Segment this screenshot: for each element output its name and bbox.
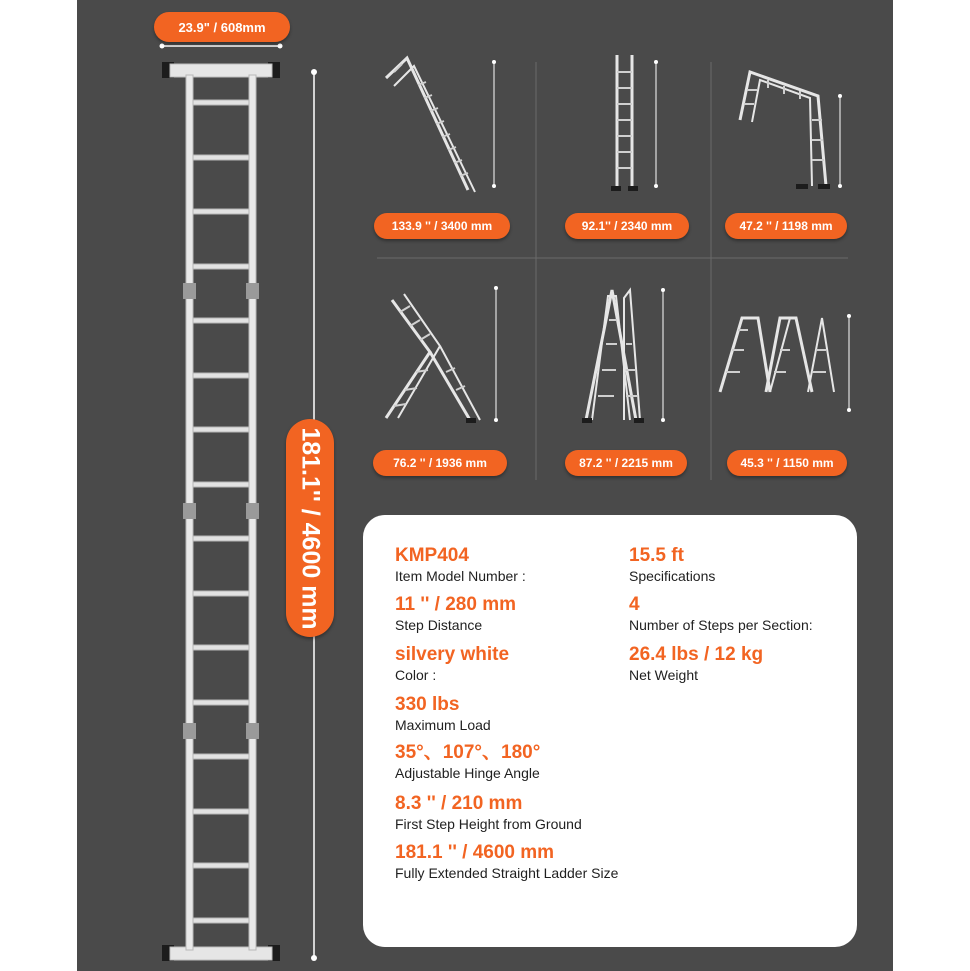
spec-model-number <box>395 545 526 585</box>
ladder-rung <box>193 482 249 487</box>
ladder-height-label <box>286 419 334 637</box>
spec-extended-size <box>395 842 618 882</box>
spec-value: 4 <box>629 594 640 615</box>
spec-value: 8.3 '' / 210 mm <box>395 793 523 814</box>
ladder-rung <box>193 700 249 705</box>
spec-maximum-load <box>395 694 491 734</box>
config-height-label-6: 45.3 '' / 1150 mm <box>727 450 847 476</box>
two-step-ladder-icon <box>720 314 851 412</box>
grid-dividers <box>377 62 848 480</box>
spec-value: 26.4 lbs / 12 kg <box>629 644 764 665</box>
spec-label: Number of Steps per Section: <box>629 617 813 633</box>
a-frame-ladder-icon <box>582 288 665 423</box>
specifications-card <box>363 515 857 947</box>
spec-value: 11 '' / 280 mm <box>395 594 517 615</box>
spec-label: Net Weight <box>629 667 698 683</box>
config-height-label-4: 76.2 '' / 1936 mm <box>373 450 507 476</box>
scaffold-ladder-icon <box>740 72 842 189</box>
spec-value: KMP404 <box>395 545 469 566</box>
ladder-rung <box>193 591 249 596</box>
config-height-label-1: 133.9 '' / 3400 mm <box>374 213 510 239</box>
spec-label: First Step Height from Ground <box>395 816 582 832</box>
leaning-ladder-icon <box>386 58 496 192</box>
spec-value: 35°、107°、180° <box>395 742 541 763</box>
spec-label: Fully Extended Straight Ladder Size <box>395 865 619 881</box>
spec-first-step-height <box>395 793 582 833</box>
spec-value: 15.5 ft <box>629 545 684 566</box>
ladder-rung <box>193 209 249 214</box>
config-height-label-2: 92.1'' / 2340 mm <box>565 213 689 239</box>
ladder-rung <box>193 264 249 269</box>
ladder-rung <box>193 536 249 541</box>
ladder-rung <box>193 918 249 923</box>
config-height-label-3: 47.2 '' / 1198 mm <box>725 213 847 239</box>
spec-value: 330 lbs <box>395 694 460 715</box>
spec-label: Item Model Number : <box>395 568 526 584</box>
spec-step-distance <box>395 594 516 634</box>
spec-value: silvery white <box>395 644 510 665</box>
ladder-rung <box>193 645 249 650</box>
ladder-rung <box>193 809 249 814</box>
spec-label: Adjustable Hinge Angle <box>395 765 540 781</box>
ladder-rung <box>193 373 249 378</box>
spec-label: Maximum Load <box>395 717 491 733</box>
ladder-rung <box>193 863 249 868</box>
spec-label: Color : <box>395 667 437 683</box>
config-height-label-5: 87.2 '' / 2215 mm <box>565 450 687 476</box>
ladder-height-text: 181.1'' / 4600 mm <box>296 426 325 630</box>
spec-hinge-angle <box>395 742 540 782</box>
staircase-ladder-icon <box>386 286 498 423</box>
ladder-rung <box>193 100 249 105</box>
ladder-rung <box>193 318 249 323</box>
spec-steps-per-section <box>629 594 813 634</box>
ladder-rung <box>193 427 249 432</box>
spec-length <box>629 545 715 585</box>
ladder-rung <box>193 155 249 160</box>
spec-net-weight <box>629 644 763 684</box>
spec-label: Step Distance <box>395 617 483 633</box>
spec-value: 181.1 '' / 4600 mm <box>395 842 555 863</box>
ladder-width-label: 23.9" / 608mm <box>154 12 290 42</box>
spec-color <box>395 644 509 684</box>
ladder-rung <box>193 754 249 759</box>
straight-ladder-icon <box>611 55 658 191</box>
spec-label: Specifications <box>629 568 716 584</box>
